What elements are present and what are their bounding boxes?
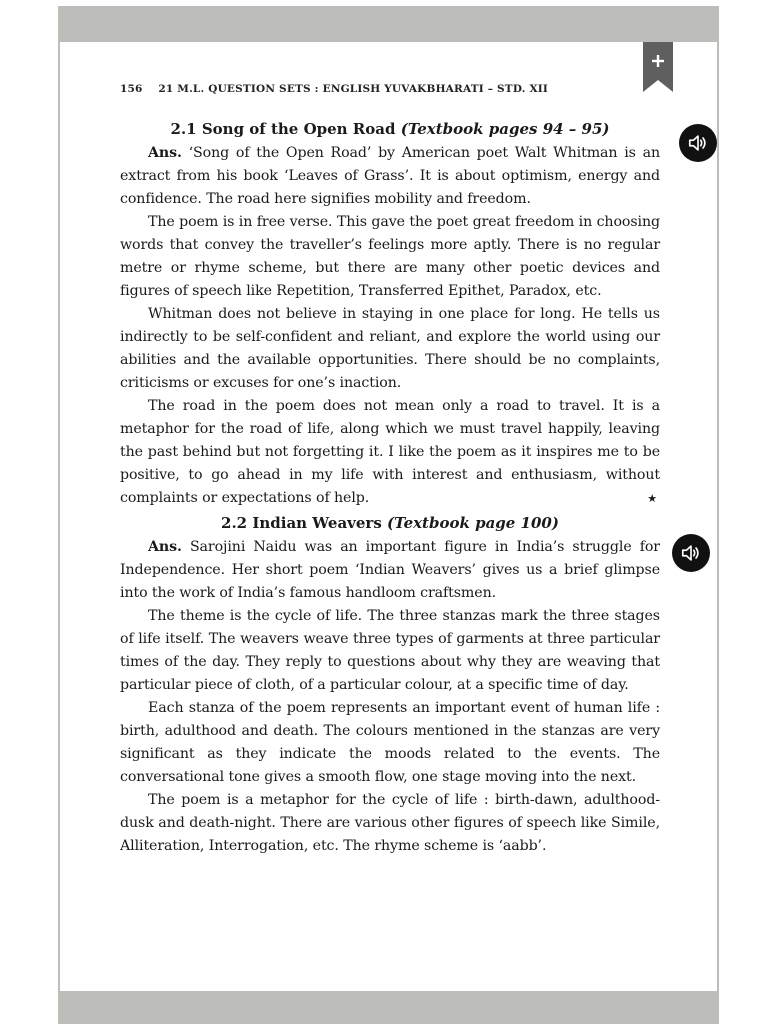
- audio-play-button[interactable]: [672, 534, 710, 572]
- answer-paragraph: The poem is a metaphor for the cycle of life : birth-dawn, adulthood-dusk and death-night. There are various other figures of speech like Simile, Alliteration, Interrogation, etc. The rhyme scheme is ‘aabb’.: [120, 792, 660, 854]
- section-heading-song-of-open-road: 2.1 Song of the Open Road (Textbook pages 94 – 95): [170, 120, 610, 138]
- answer-paragraph: Ans. ‘Song of the Open Road’ by American poet Walt Whitman is an extract from his book ‘Leaves of Grass’. It is about optimism, energy and confidence. The road here signifies mobility and freedom.: [120, 145, 660, 207]
- textbook-reference: (Textbook page 100): [387, 514, 559, 532]
- running-head-title: 21 M.L. QUESTION SETS : ENGLISH YUVAKBHARATI – STD. XII: [158, 83, 549, 95]
- end-star-icon: ★: [647, 492, 657, 505]
- answer-paragraph: The poem is in free verse. This gave the poet great freedom in choosing words that convey the traveller’s feelings more aptly. There is no regular metre or rhyme scheme, but there are many other poetic devices and figures of speech like Repetition, Transferred Epithet, Paradox, etc.: [120, 214, 660, 299]
- ans-label: Ans.: [148, 145, 182, 161]
- speaker-volume-icon: [687, 132, 709, 154]
- audio-play-button[interactable]: [679, 124, 717, 162]
- running-head: [120, 83, 620, 95]
- viewer-bottom-bar: [58, 991, 719, 1024]
- answer-paragraph: The theme is the cycle of life. The three stanzas mark the three stages of life itself. The weavers weave three types of garments at three particular times of the day. They reply to questions about why they are weaving that particular piece of cloth, of a particular colour, at a specific time of day.: [120, 608, 660, 693]
- answer-paragraph: Whitman does not believe in staying in one place for long. He tells us indirectly to be self-confident and reliant, and explore the world using our abilities and the available opportunities. There should be no complaints, criticisms or excuses for one’s inaction.: [120, 306, 660, 391]
- answer-paragraph: Each stanza of the poem represents an important event of human life : birth, adulthood and death. The colours mentioned in the stanzas are very significant as they indicate the moods related to the events. The conversational tone gives a smooth flow, one stage moving into the next.: [120, 700, 660, 785]
- speaker-volume-icon: [680, 542, 702, 564]
- page-content: [120, 116, 660, 858]
- section-heading-indian-weavers: 2.2 Indian Weavers (Textbook page 100): [221, 514, 559, 532]
- bookmark-add-icon[interactable]: [643, 42, 673, 92]
- viewer-top-bar: [58, 6, 719, 42]
- answer-paragraph: Ans. Sarojini Naidu was an important figure in India’s struggle for Independence. Her short poem ‘Indian Weavers’ gives us a brief glimpse into the work of India’s famous handloom craftsmen.: [120, 539, 660, 601]
- page-number: 156: [120, 83, 143, 95]
- answer-paragraph: The road in the poem does not mean only a road to travel. It is a metaphor for the road of life, along which we must travel happily, leaving the past behind but not forgetting it. I like the poem as it inspires me to be positive, to go ahead in my life with interest and enthusiasm, without complaints or expectations of help. ★: [120, 395, 660, 510]
- textbook-reference: (Textbook pages 94 – 95): [400, 120, 610, 138]
- ans-label: Ans.: [148, 539, 182, 555]
